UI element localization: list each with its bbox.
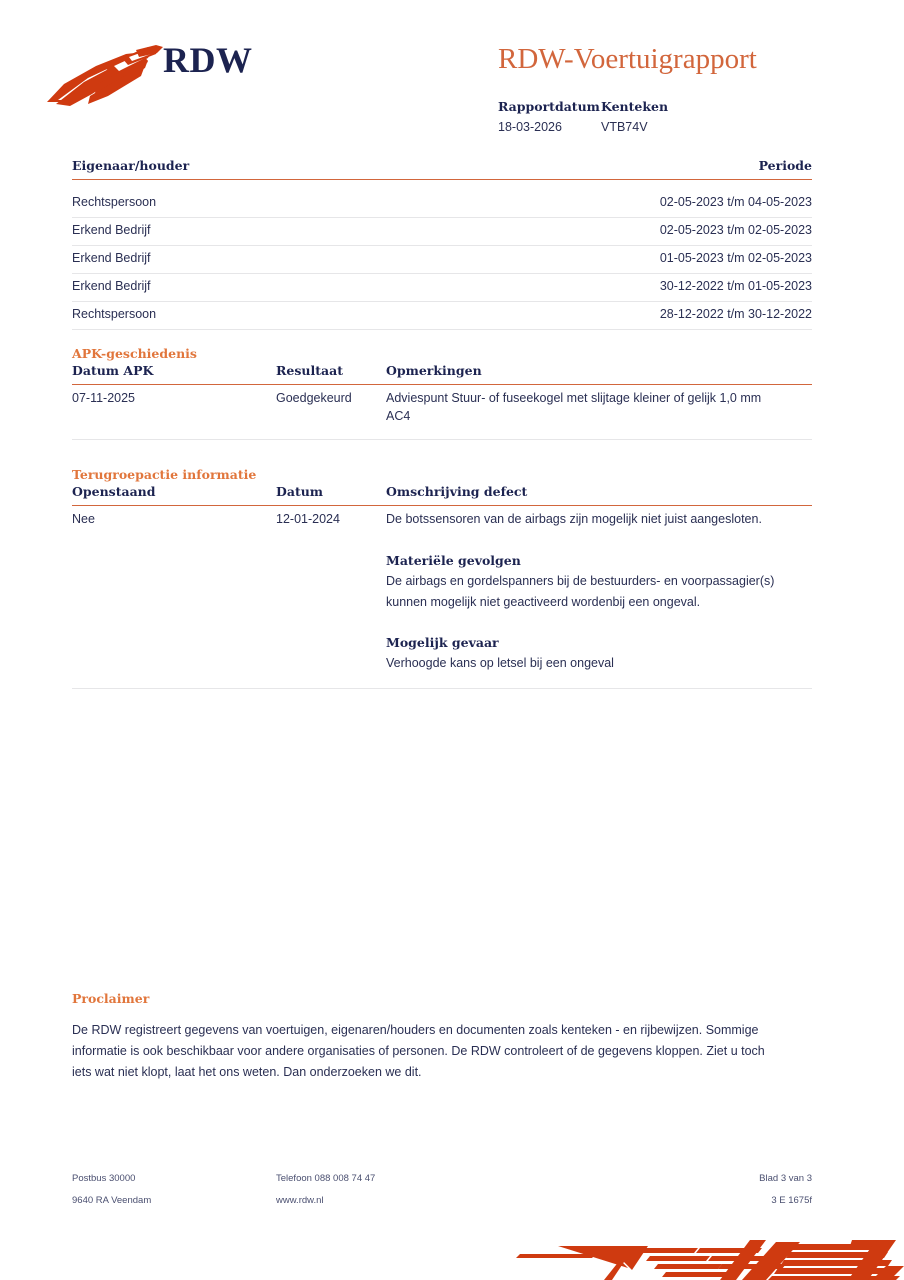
possible-danger-text: Verhoogde kans op letsel bij een ongeval <box>386 656 614 670</box>
table-row <box>72 190 812 218</box>
material-consequences-label: Materiële gevolgen <box>386 553 521 568</box>
footer-address-line1: Postbus 30000 <box>72 1173 136 1184</box>
page-footer <box>72 1168 812 1212</box>
owner-holder-type: Erkend Bedrijf <box>72 223 151 237</box>
footer-form-code: 3 E 1675f <box>771 1195 812 1206</box>
footer-page-label: Blad 3 van 3 <box>759 1173 812 1184</box>
report-date-block <box>498 97 601 138</box>
table-row <box>72 302 812 330</box>
owner-period: 28-12-2022 t/m 30-12-2022 <box>659 307 812 321</box>
owner-table-header <box>72 158 812 180</box>
license-plate-block <box>601 97 668 138</box>
apk-date: 07-11-2025 <box>72 391 136 405</box>
table-row <box>72 218 812 246</box>
table-row <box>72 506 812 531</box>
owner-holder-type: Erkend Bedrijf <box>72 251 151 265</box>
column-header-apk-result: Resultaat <box>276 363 343 378</box>
apk-history-section <box>72 345 812 440</box>
recall-section-title: Terugroepactie informatie <box>72 467 257 482</box>
page-title: RDW-Voertuigrapport <box>498 43 757 75</box>
recall-detail-gap-2 <box>386 613 812 633</box>
report-meta <box>498 97 700 138</box>
material-consequences-text: De airbags en gordelspanners bij de bestuurders- en voorpassagier(s) kunnen mogelijk niet geactiveerd wordenbij een ongeval. <box>386 574 775 609</box>
apk-remarks: Adviespunt Stuur- of fuseekogel met slijtage kleiner of gelijk 1,0 mm AC4 <box>386 391 762 423</box>
footer-phone: Telefoon 088 008 74 47 <box>276 1173 376 1184</box>
owner-period: 02-05-2023 t/m 02-05-2023 <box>659 223 812 237</box>
report-date-label: Rapportdatum <box>498 99 600 114</box>
table-row <box>72 246 812 274</box>
footer-address-line2: 9640 RA Veendam <box>72 1195 152 1206</box>
possible-danger-label: Mogelijk gevaar <box>386 635 499 650</box>
footer-website-link[interactable]: www.rdw.nl <box>276 1195 324 1206</box>
column-header-recall-defect: Omschrijving defect <box>386 484 528 499</box>
page-header <box>0 0 904 150</box>
table-row <box>72 274 812 302</box>
license-plate-label: Kenteken <box>601 99 669 114</box>
owner-holder-section <box>72 158 812 330</box>
recall-detail-block <box>72 531 812 674</box>
report-date-value: 18-03-2026 <box>498 120 562 134</box>
column-header-apk-remarks: Opmerkingen <box>386 363 482 378</box>
table-row <box>72 385 812 440</box>
owner-holder-type: Rechtspersoon <box>72 195 157 209</box>
apk-result: Goedgekeurd <box>276 391 352 405</box>
column-header-recall-date: Datum <box>276 484 324 499</box>
rdw-feather-logo-icon <box>44 44 166 110</box>
disclaimer-section <box>72 990 812 1083</box>
column-header-period: Periode <box>758 158 812 173</box>
recall-bottom-spacer <box>72 674 812 688</box>
recall-date: 12-01-2024 <box>276 512 340 526</box>
owner-holder-type: Rechtspersoon <box>72 307 157 321</box>
column-header-apk-date: Datum APK <box>72 363 154 378</box>
footer-row-2 <box>72 1190 812 1212</box>
owner-table-spacer <box>72 180 812 190</box>
owner-period: 01-05-2023 t/m 02-05-2023 <box>659 251 812 265</box>
recall-table-header <box>72 484 812 506</box>
recall-detail-gutter <box>72 531 386 674</box>
column-header-recall-open: Openstaand <box>72 484 156 499</box>
recall-detail-content <box>386 531 812 674</box>
recall-defect-description: De botssensoren van de airbags zijn mogelijk niet juist aangesloten. <box>386 512 762 526</box>
disclaimer-text: De RDW registreert gegevens van voertuigen, eigenaren/houders en documenten zoals kenteken - en rijbewijzen. Sommige informatie is ook beschikbaar voor andere organisaties of personen. De RDW controleert of de gegevens kloppen. Ziet u toch iets wat niet klopt, laat het ons weten. Dan onderzoeken we dit. <box>72 1023 765 1079</box>
recall-section-divider <box>72 688 812 689</box>
rdw-wordmark: RDW <box>163 40 253 80</box>
disclaimer-title: Proclaimer <box>72 991 150 1006</box>
apk-table-header <box>72 363 812 385</box>
recall-open-status: Nee <box>72 512 95 526</box>
recall-information-section <box>72 466 812 689</box>
owner-holder-type: Erkend Bedrijf <box>72 279 151 293</box>
rdw-speed-stripes-graphic-icon <box>500 1222 904 1280</box>
column-header-owner: Eigenaar/houder <box>72 158 190 173</box>
license-plate-value: VTB74V <box>601 120 648 134</box>
apk-section-title: APK-geschiedenis <box>72 346 197 361</box>
footer-row-1 <box>72 1168 812 1190</box>
owner-period: 02-05-2023 t/m 04-05-2023 <box>659 195 812 209</box>
owner-table-body <box>72 190 812 330</box>
recall-detail-gap <box>386 531 812 551</box>
owner-period: 30-12-2022 t/m 01-05-2023 <box>659 279 812 293</box>
